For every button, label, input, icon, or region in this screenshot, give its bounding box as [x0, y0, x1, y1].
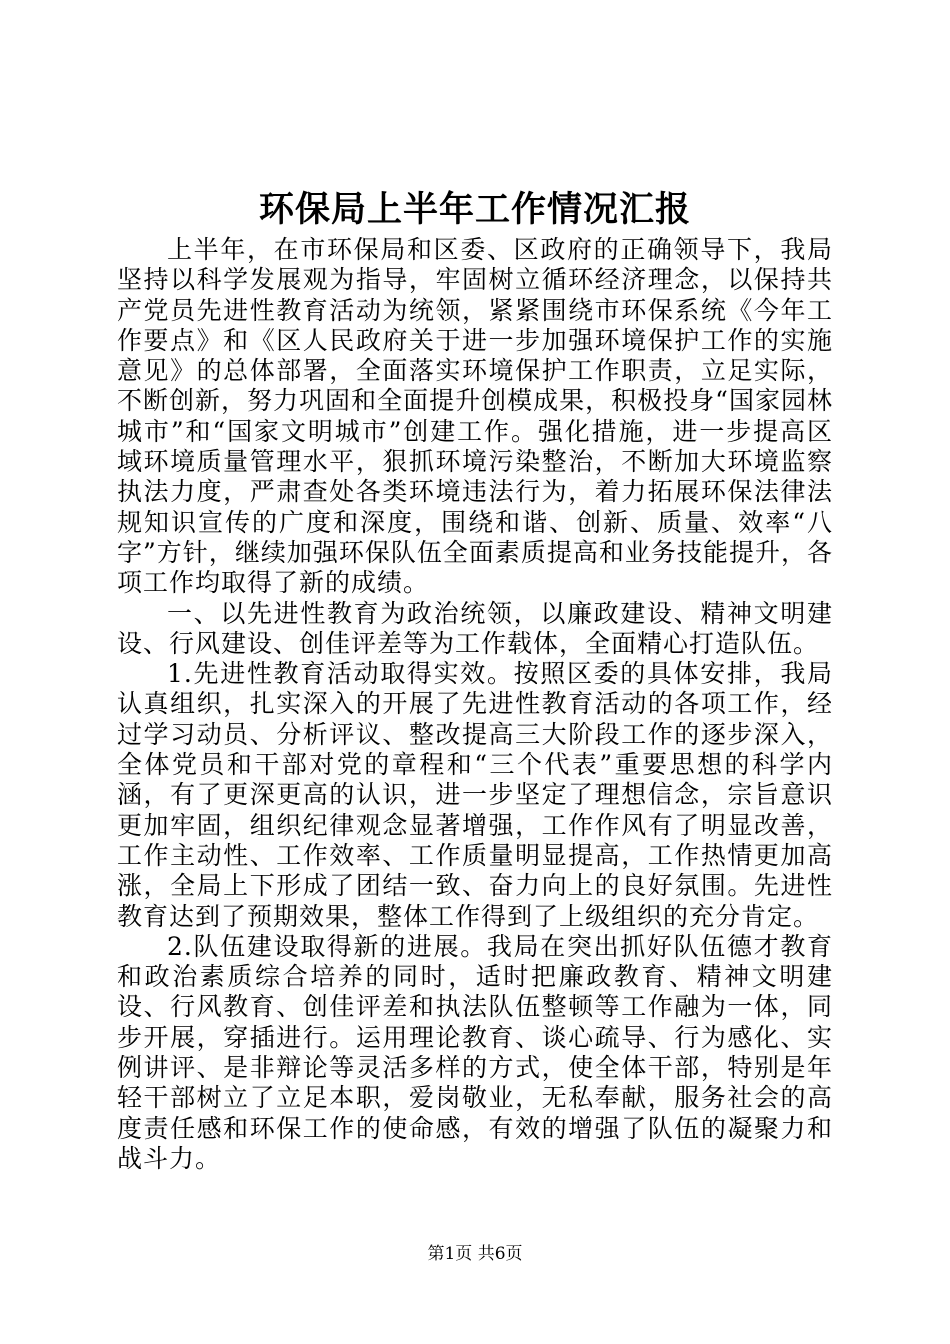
item-paragraph-2: 2.队伍建设取得新的进展。我局在突出抓好队伍德才教育和政治素质综合培养的同时，适时把廉政教育、精神文明建设、行风教育、创佳评差和执法队伍整顿等工作融为一体，同步开展，穿插进行。运用理论教育、谈心疏导、行为感化、实例讲评、是非辩论等灵活多样的方式，使全体干部，特别是年轻干部树立了立足本职，爱岗敬业，无私奉献，服务社会的高度责任感和环保工作的使命感，有效的增强了队伍的凝聚力和战斗力。	[117, 931, 833, 1173]
page-number-footer: 第1页 共6页	[427, 1244, 523, 1264]
document-title: 环保局上半年工作情况汇报	[258, 189, 691, 230]
intro-paragraph: 上半年，在市环保局和区委、区政府的正确领导下，我局坚持以科学发展观为指导，牢固树立循环经济理念，以保持共产党员先进性教育活动为统领，紧紧围绕市环保系统《今年工作要点》和《区人民政府关于进一步加强环境保护工作的实施意见》的总体部署，全面落实环境保护工作职责，立足实际，不断创新，努力巩固和全面提升创模成果，积极投身“国家园林城市”和“国家文明城市”创建工作。强化措施，进一步提高区域环境质量管理水平，狠抓环境污染整治，不断加大环境监察执法力度，严肃查处各类环境违法行为，着力拓展环保法律法规知识宣传的广度和深度，围绕和谐、创新、质量、效率“八字”方针，继续加强环保队伍全面素质提高和业务技能提升，各项工作均取得了新的成绩。	[117, 235, 833, 598]
section-heading-1: 一、以先进性教育为政治统领，以廉政建设、精神文明建设、行风建设、创佳评差等为工作载体，全面精心打造队伍。	[117, 598, 833, 658]
item-paragraph-1: 1.先进性教育活动取得实效。按照区委的具体安排，我局认真组织，扎实深入的开展了先进性教育活动的各项工作，经过学习动员、分析评议、整改提高三大阶段工作的逐步深入，全体党员和干部对党的章程和“三个代表”重要思想的科学内涵，有了更深更高的认识，进一步坚定了理想信念，宗旨意识更加牢固，组织纪律观念显著增强，工作作风有了明显改善，工作主动性、工作效率、工作质量明显提高，工作热情更加高涨，全局上下形成了团结一致、奋力向上的良好氛围。先进性教育达到了预期效果，整体工作得到了上级组织的充分肯定。	[117, 659, 833, 931]
document-body	[117, 235, 833, 1174]
